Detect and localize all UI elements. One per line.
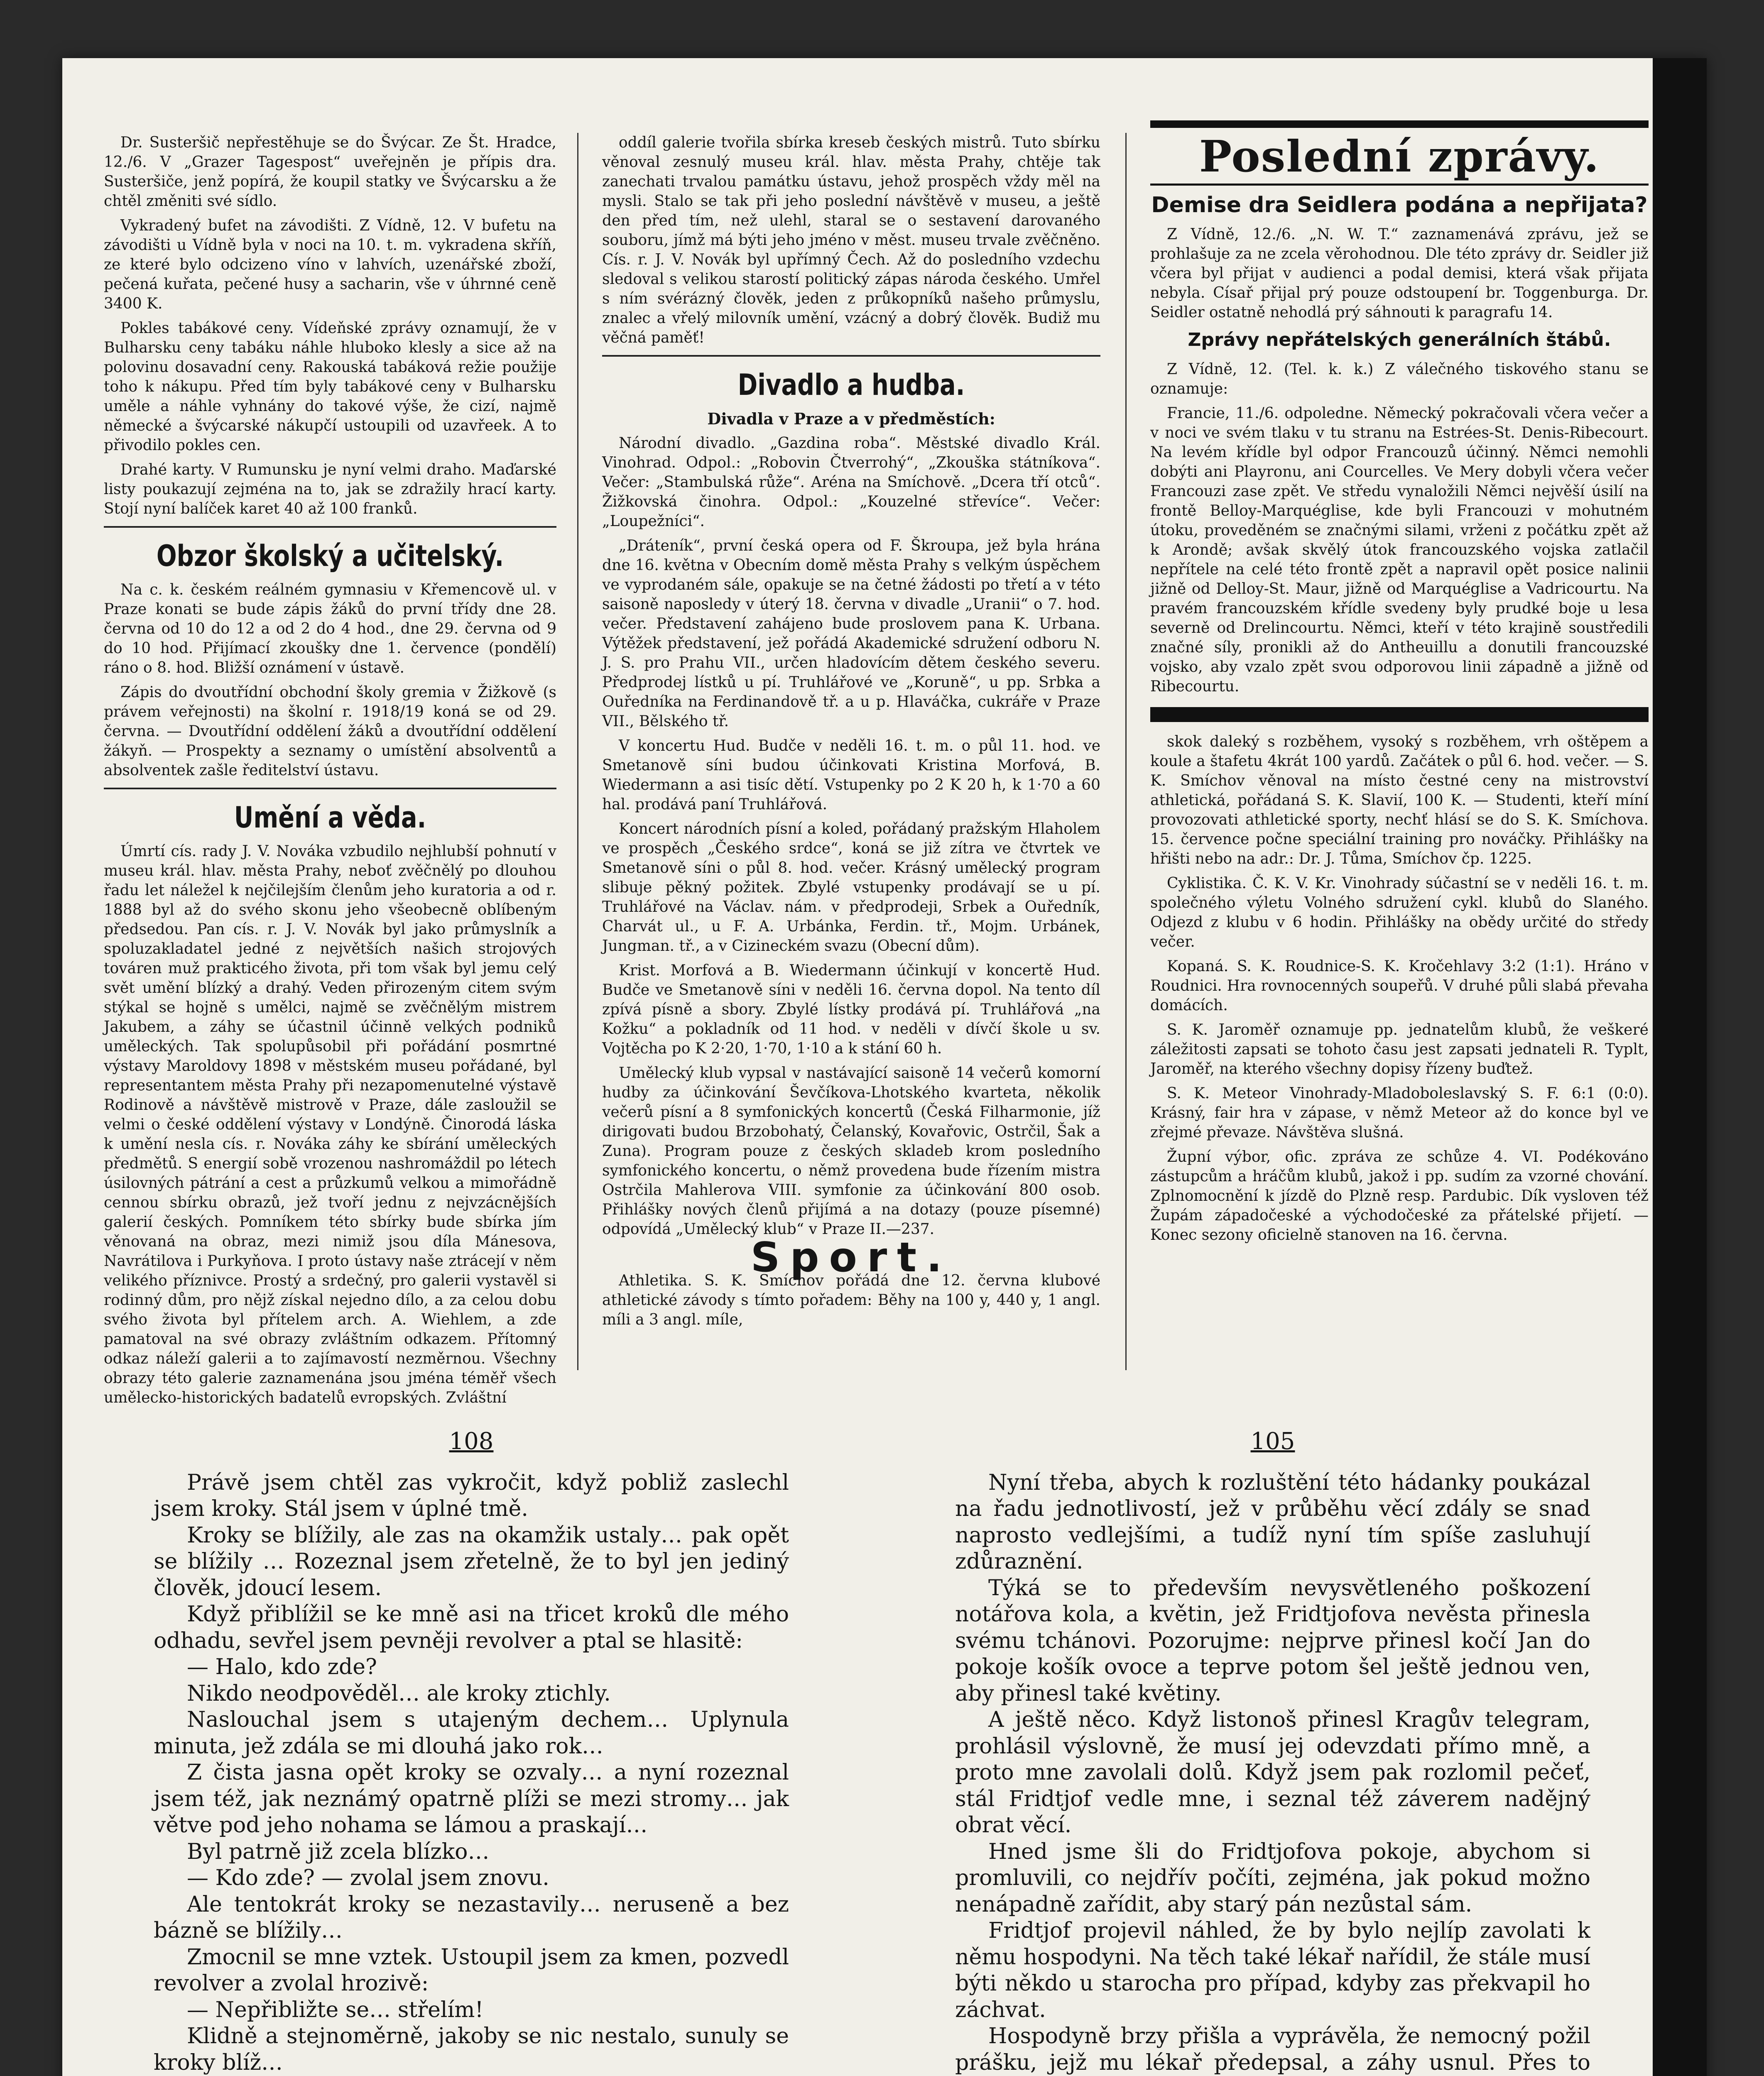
paragraph: Týká se to především nevysvětleného poškození notářova kola, a květin, jež Fridtjofova nevěsta přinesla svému tchánovi. Pozorujme: nejprve přinesl kočí Jan do pokoje košík ovoce a teprve potom šel ještě jednou ven, aby přinesl také květiny. (955, 1575, 1590, 1706)
divider (1150, 707, 1649, 722)
newspaper-clipping (104, 133, 1649, 1412)
news-item: Na c. k. českém reálném gymnasiu v Křemencově ul. v Praze konati se bude zápis žáků do první třídy dne 28. června od 10 do 12 a od 2 do 4 hod., dne 29. června od 9 do 10 hod. Přijímací zkoušky dne 1. července (pondělí) ráno o 8. hod. Bližší oznámení v ústavě. (104, 581, 556, 676)
masthead: Poslední zprávy. (1150, 120, 1649, 186)
book-page-right (955, 1428, 1590, 2076)
paragraph: Nikdo neodpověděl… ale kroky ztichly. (187, 1681, 611, 1706)
paragraph: Z čista jasna opět kroky se ozvaly… a nyní rozeznal jsem též, jak neznámý opatrně plíži se mezi stromy… jak větve pod jeho nohama se lámou a praskají… (154, 1760, 789, 1838)
section-heading: Umění a věda. (234, 801, 426, 835)
news-item: Z Vídně, 12. (Tel. k. k.) Z válečného tiskového stanu se oznamuje: (1150, 361, 1649, 397)
section-heading: Obzor školský a učitelský. (156, 539, 504, 573)
paragraph: Nyní třeba, abych k rozluštění této hádanky poukázal na řadu jednotlivostí, jež v průběhu věcí zdály se snad naprosto vedlejšími, a tudíž nyní tím spíše zasluhují zdůraznění. (955, 1470, 1590, 1574)
section-heading: Divadlo a hudba. (737, 368, 965, 402)
paragraph: Když přiblížil se ke mně asi na třicet kroků dle mého odhadu, sevřel jsem pevněji revolver a ptal se hlasitě: (154, 1602, 789, 1653)
news-item: Krist. Morfová a B. Wiedermann účinkují v koncertě Hud. Budče ve Smetanově síni v neděli 16. června dopol. Na tento díl zpívá písně a sbory. Zbylé lístky prodává pí. Truhlářová „na Kožku“ a pokladník od 11 hod. v neděli v dívčí škole u sv. Vojtěcha po K 2·20, 1·70, 1·10 a k stání 60 h. (602, 962, 1100, 1057)
paragraph: Kroky se blížily, ale zas na okamžik ustaly… pak opět se blížily … Rozeznal jsem zřetelně, že to byl jen jediný člověk, jdoucí lesem. (154, 1523, 789, 1601)
column-rule (577, 133, 578, 1370)
paragraph: A ještě něco. Když listonoš přinesl Kragův telegram, prohlásil výslovně, že musí jej odevzdati přímo mně, a proto mne zavolali dolů. Když jsem pak rozlomil pečeť, stál Fridtjof vedle mne, i seznal též záverem nadějný obrat věcí. (955, 1707, 1590, 1838)
paragraph: Zmocnil se mne vztek. Ustoupil jsem za kmen, pozvedl revolver a zvolal hrozivě: (154, 1944, 789, 1996)
news-item: Athletika. S. K. Smíchov pořádá dne 12. června klubové athletické závody s tímto pořadem: Běhy na 100 y, 440 y, 1 angl. míli a 3 angl. míle, (602, 1272, 1100, 1328)
book-page-left (154, 1428, 789, 2076)
paragraph: Ale tentokrát kroky se nezastavily… neruseně a bez bázně se blížily… (154, 1892, 789, 1943)
section-heading: Sport. (750, 1234, 952, 1281)
paragraph: — Kdo zde? — zvolal jsem znovu. (187, 1865, 549, 1890)
headline: Zprávy nepřátelských generálních štábů. (1188, 329, 1611, 350)
news-item: Z Vídně, 12./6. „N. W. T.“ zaznamenává zprávu, jež se prohlašuje za ne zcela věrohodnou. Dle této zprávy dr. Seidler již včera byl přijat v audienci a podal demisi, která však přijata nebyla. Císař přijal prý pouze odstoupení br. Toggenburga. Dr. Seidler ostatně nehodlá prý sáhnouti k paragrafu 14. (1150, 226, 1649, 321)
news-item: Pokles tabákové ceny. Vídeňské zprávy oznamují, že v Bulharsku ceny tabáku náhle hluboko klesly a sice až na polovinu dosavadní ceny. Rakouská tabáková režie použije toho k nákupu. Před tím byly tabákové ceny v Bulharsku uměle a náhle vyhnány do takové výše, že cizí, najmě německé a švýcarské nákupčí ustoupili od uzavřeek. A to přivodilo pokles cen. (104, 320, 556, 454)
news-item: skok daleký s rozběhem, vysoký s rozběhem, vrh oštěpem a koule a štafetu 4krát 100 yardů. Začátek o půl 6. hod. večer. — S. K. Smíchov věnoval na místo čestné ceny na mistrovství athletická, pořádaná S. K. Slavií, 100 K. — Studenti, kteří míní provozovati athletické sporty, nechť hlásí se do S. K. Smíchova. 15. července počne speciální training pro nováčky. Přihlášky na hřišti nebo na adr.: Dr. J. Tůma, Smíchov čp. 1225. (1150, 733, 1649, 867)
scanned-page (62, 58, 1707, 2076)
news-item: Národní divadlo. „Gazdina roba“. Městské divadlo Král. Vinohrad. Odpol.: „Robovin Čtverrohý“, „Zkouška státníkova“. Večer: „Stambulská růže“. Aréna na Smíchově. „Dcera tří otců“. Žižkovská činohra. Odpol.: „Kouzelné střevíce“. Večer: „Loupežníci“. (602, 435, 1100, 530)
news-item: Úmrtí cís. rady J. V. Nováka vzbudilo nejhlubší pohnutí v museu král. hlav. města Prahy, neboť zvěčnělý po dlouhou řadu let náležel k nejčilejším členům jeho kuratoria a od r. 1888 byl až do svého skonu jeho všeobecně oblíbeným předsedou. Pan cís. r. J. V. Novák byl jako průmyslník a spoluzakladatel jedné z největších našich strojových továren muž prakticého života, při tom však byl jemu celý svět umění blízký a drahý. Veden přirozeným citem svým stýkal se hojně s umělci, najmě se zvěčnělým mistrem Jakubem, a záhy se účastnil účinně velkých podniků uměleckých. Tak spolupůsobil při pořádání posmrtné výstavy Maroldovy 1898 v městském museu pořádané, byl representantem města Prahy při nezapomenutelné výstavě Rodinově a návštěvě mistrově v Praze, dále zasloužil se velmi o české oddělení výstavy v Londýně. Činorodá láska k umění nesla cís. r. Nováka záhy ke sbírání uměleckých předmětů. S energií sobě vrozenou nashromáždil po létech úsilovných pátrání a cest a průzkumů velkou a mimořádně cennou sbírku obrazů, jež tvoří jednu z nejvzácnějších galerií českých. Pomníkem této sbírky bude sbírka jím věnovaná na obraz, mezi nimiž jsou díla Mánesova, Navrátilova i Purkyňova. I proto ústavy naše ztrácejí v něm velikého příznivce. Prostý a srdečný, pro galerii vystavěl si rodinný dům, pro nějž získal nejedno dílo, a za celou dobu svého života byl přítelem arch. A. Wiehlem, a zde pamatoval na své obrazy zvláštním odkazem. Přítomný odkaz náleží galerii a to zajímavostí nezměrnou. Všechny obrazy této galerie zaznamenána jsou jména téměř všech uměleckо-historických badatelů evropských. Zvláštní (104, 843, 556, 1406)
news-item: S. K. Jaroměř oznamuje pp. jednatelům klubů, že veškeré záležitosti zapsati se tohoto času jest zapsati jednateli R. Typlt, Jaroměř, na kterého všechny dopisy řízeny buďtež. (1150, 1021, 1649, 1077)
paragraph: Hospodyně brzy přišla a vyprávěla, že nemocný požil prášku, jejž mu lékař předepsal, a záhy usnul. Přes to (955, 2024, 1590, 2075)
paragraph: Naslouchal jsem s utajeným dechem… Uplynula minuta, jež zdála se mi dlouhá jako rok… (154, 1707, 789, 1759)
news-column-3 (1150, 133, 1649, 1378)
news-item: Vykradený bufet na závodišti. Z Vídně, 12. V bufetu na závodišti u Vídně byla v noci na 10. t. m. vykradena skříň, ze které bylo odcizeno víno v lahvích, uzenářské zboží, pečená kuřata, pečené husy a sacharin, vše v úhrnné ceně 3400 K. (104, 217, 556, 312)
headline: Demise dra Seidlera podána a nepřijata? (1151, 193, 1648, 218)
news-item: Umělecký klub vypsal v nastávající saisoně 14 večerů komorní hudby za účinkování Ševčíkova-Lhotského kvarteta, několik večerů písní a 8 symfonických koncertů (Česká Filharmonie, jíž dirigovati budou Brzobohatý, Čelanský, Kovařovic, Ostrčil, Šak a Zuna). Program pouze z českých skladeb krom posledního symfonického koncertu, o němž provedena bude řízením mistra Ostrčila Mahlerova VIII. symfonie za účinkování 800 osob. Přihlášky nových členů přijímá a na dotazy (pouze písemné) odpovídá „Umělecký klub“ v Praze II.—237. (602, 1065, 1100, 1238)
news-item: Kopaná. S. K. Roudnice-S. K. Kročehlavy 3:2 (1:1). Hráno v Roudnici. Hra rovnocenných soupeřů. V druhé půli slabá převaha domácích. (1150, 958, 1649, 1014)
news-item: Koncert národních písní a koled, pořádaný pražským Hlaholem ve prospěch „Českého srdce“, koná se již zítra ve čtvrtek ve Smetanově síni o půl 8. hod. večer. Krásný umělecký program slibuje pěkný požitek. Zbylé vstupenky prodávají se u pí. Truhlářové na Václav. nám. v předprodeji, Srbek a Ouředník, Charvát ul., u F. A. Urbánka, Ferdin. tř., Mojm. Urbánek, Jungman. tř., a v Cizineckém svazu (Obecní dům). (602, 820, 1100, 955)
news-item: V koncertu Hud. Budče v neděli 16. t. m. o půl 11. hod. ve Smetanově síni budou účinkovati Kristina Morfová, B. Wiedermann a asi tisíc dětí. Vstupenky po 2 K 20 h, k 1·70 a 60 hal. prodává paní Truhlářová. (602, 737, 1100, 813)
divider (104, 788, 556, 789)
divider (602, 355, 1100, 357)
news-column-1 (104, 133, 556, 1406)
news-item: Župní výbor, ofic. zpráva ze schůze 4. VI. Podékováno zástupcům a hráčům klubů, jakož i pp. sudím za vzorné chování. Zplnomocnění k jízdě do Plzně resp. Pardubic. Dík vysloven též Župám západočeské a východočeské za přátelské přijetí. — Konec sezony oficielně stanoven na 16. června. (1150, 1148, 1649, 1244)
news-item: S. K. Meteor Vinohrady-Mladoboleslavský S. F. 6:1 (0:0). Krásný, fair hra v zápase, v němž Meteor až do konce byl ve zřejmé převaze. Návštěva slušná. (1150, 1085, 1649, 1141)
scan-edge (1653, 58, 1707, 2076)
subheading: Divadla v Praze a v předměstích: (707, 409, 995, 428)
paragraph: Právě jsem chtěl zas vykročit, když pobliž zaslechl jsem kroky. Stál jsem v úplné tmě. (154, 1470, 789, 1521)
divider (104, 526, 556, 528)
page-number: 108 (449, 1428, 494, 1455)
paragraph: — Nepřibližte se… střelím! (187, 1997, 484, 2022)
news-item: Cyklistika. Č. K. V. Kr. Vinohrady súčastní se v neděli 16. t. m. společného výletu Volného sdružení cykl. klubů do Slaného. Odjezd z klubu v 6 hodin. Přihlášky na obědy určité do středy večer. (1150, 875, 1649, 950)
news-item: Drahé karty. V Rumunsku je nyní velmi draho. Maďarské listy poukazují zejména na to, jak se zdražily hrací karty. Stojí nyní balíček karet 40 až 100 franků. (104, 461, 556, 517)
paragraph: — Halo, kdo zde? (187, 1655, 377, 1679)
book-spread (104, 1428, 1649, 2076)
news-item: Zápis do dvoutřídní obchodní školy gremia v Žižkově (s právem veřejnosti) na školní r. 1918/19 koná se od 29. června. — Dvoutřídní oddělení žáků a dvoutřídní oddělení žákyň. — Prospekty a seznamy o umístění absolventů a absolventek zašle ředitelství ústavu. (104, 684, 556, 779)
page-number: 105 (1250, 1428, 1295, 1455)
paragraph: Fridtjof projevil náhled, že by bylo nejlíp zavolati k němu hospodyni. Na těch také lékař nařídil, že stále musí býti někdo u starocha pro případ, kdyby zas překvapil ho záchvat. (955, 1918, 1590, 2022)
paragraph: Hned jsme šli do Fridtjofova pokoje, abychom si promluvili, co nejdřív počíti, zejména, jak pokud možno nenápadně zařídit, aby starý pán nezůstal sám. (955, 1839, 1590, 1917)
column-rule (1125, 133, 1127, 1370)
news-item: Francie, 11./6. odpoledne. Německý pokračovali včera večer a v noci ve svém tlaku v tu stranu na Estrées-St. Denis-Ribecourt. Na levém křídle byl odpor Francouzů účinný. Němci nemohli dobýti ani Playronu, ani Courcelles. Ve Mery dobyli včera večer Francouzi zase zpět. Ve středu vynaložili Němci nejvěší úsilí na frontě Belloy-Marquéglise, kde byli Francouzi v mohutném útoku, proveděném se značnými silami, vrženi z počátku zpět až k Arondě; avšak skvělý útok francouzského vojska zatlačil nepřítele na celé této frontě zpět a napravil opět posice nalinii jižně od Delloy-St. Maur, jižně od Marquéglise a Vadricourtu. Na pravém francouzském křídle svedeny byly prudké boje u lesa severně od Drelincourtu. Němci, kteří v této krajině soustředili značné síly, pronikli až do Antheuillu a donutili francouzské vojsko, aby vzalo zpět svou odporovou linii západně a jižně od Ribecourtu. (1150, 405, 1649, 695)
paragraph: Klidně a stejnoměrně, jakoby se nic nestalo, sunuly se kroky blíž… (154, 2024, 789, 2075)
news-item: Dr. Susteršič nepřestěhuje se do Švýcar. Ze Št. Hradce, 12./6. V „Grazer Tagespost“ uveřejněn je přípis dra. Susteršiče, jenž popírá, že koupil statky ve Švýcarsku a že chtěl změniti své sídlo. (104, 134, 556, 210)
news-item: „Dráteník“, první česká opera od F. Škroupa, jež byla hrána dne 16. května v Obecním domě města Prahy s velkým úspěchem ve vyprodaném sále, opakuje se na četné žádosti po třetí a v této saisoně naposledy v úterý 18. června v divadle „Uranii“ o 7. hod. večer. Představení zahájeno bude proslovem pana K. Urbana. Výtěžek představení, jež pořádá Akademické sdružení odboru N. J. S. pro Prahu VII., určen hladovícím dětem českého severu. Předprodej lístků u pí. Truhlářové ve „Koruně“, u pp. Srbka a Ouředníka na Ferdinandově tř. a u p. Hlaváčka, cukráře v Praze VII., Bělského tř. (602, 537, 1100, 730)
paragraph: Byl patrně již zcela blízko… (187, 1839, 490, 1864)
news-item: oddíl galerie tvořila sbírka kreseb českých mistrů. Tuto sbírku věnoval zesnulý museu král. hlav. města Prahy, chtěje tak zanechati trvalou památku ústavu, jehož prospěch vždy měl na mysli. Stalo se tak při jeho poslední návštěvě v museu, a ještě den před tím, než ulehl, staral se o sestavení darovaného souboru, jímž má býti jeho jméno v měst. museu trvale zvěčněno. Cís. r. J. V. Novák byl upřímný Čech. Až do posledního vzdechu sledoval s velikou starostí politický zápas národa českého. Umřel s ním svérázný člověk, jeden z průkopníků našeho průmyslu, znalec a vřelý milovník umění, vzácný a dobrý člověk. Budiž mu věčná paměť! (602, 134, 1100, 346)
news-column-2 (602, 133, 1100, 1378)
